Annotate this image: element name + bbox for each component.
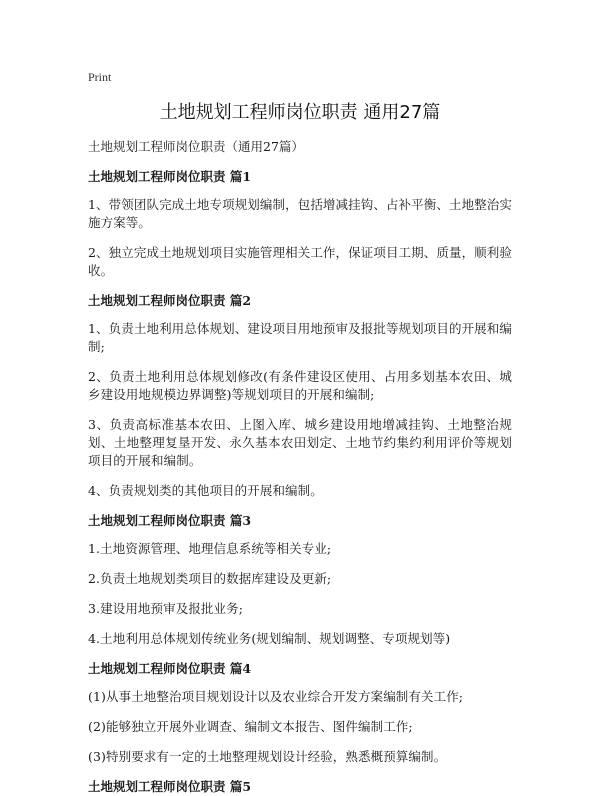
section-heading: 土地规划工程师岗位职责 篇3 — [88, 513, 252, 528]
paragraph: 2、负责土地利用总体规划修改(有条件建设区使用、占用多划基本农田、城乡建设用地规模边界调整)等规划项目的开展和编制; — [88, 369, 512, 402]
section-heading: 土地规划工程师岗位职责 篇5 — [88, 779, 252, 794]
section-1 — [88, 168, 512, 280]
paragraph: 3、负责高标准基本农田、上图入库、城乡建设用地增减挂钩、土地整治规划、土地整理复垦开发、永久基本农田划定、土地节约集约利用评价等规划项目的开展和编制。 — [88, 417, 512, 468]
paragraph: 1.土地资源管理、地理信息系统等相关专业; — [88, 541, 332, 556]
print-label[interactable]: Print — [88, 70, 112, 84]
paragraph: (2)能够独立开展外业调查、编制文本报告、图件编制工作; — [88, 719, 413, 734]
section-heading: 土地规划工程师岗位职责 篇1 — [88, 169, 252, 184]
section-5 — [88, 778, 512, 796]
paragraph: 1、负责土地利用总体规划、建设项目用地预审及报批等规划项目的开展和编制; — [88, 321, 512, 354]
section-4 — [88, 660, 512, 766]
paragraph: 4.土地利用总体规划传统业务(规划编制、规划调整、专项规划等) — [88, 631, 451, 646]
paragraph: 2、独立完成土地规划项目实施管理相关工作，保证项目工期、质量，顺利验收。 — [88, 245, 512, 278]
paragraph: (3)特别要求有一定的土地整理规划设计经验，熟悉概预算编制。 — [88, 749, 447, 764]
document-subtitle: 土地规划工程师岗位职责（通用27篇） — [88, 139, 304, 154]
paragraph: (1)从事土地整治项目规划设计以及农业综合开发方案编制有关工作; — [88, 689, 464, 704]
document-title: 土地规划工程师岗位职责 通用27篇 — [159, 102, 441, 123]
paragraph: 4、负责规划类的其他项目的开展和编制。 — [88, 483, 323, 498]
section-heading: 土地规划工程师岗位职责 篇2 — [88, 293, 252, 308]
section-heading: 土地规划工程师岗位职责 篇4 — [88, 661, 252, 676]
paragraph: 3.建设用地预审及报批业务; — [88, 601, 244, 616]
paragraph: 1、带领团队完成土地专项规划编制，包括增减挂钩、占补平衡、土地整治实施方案等。 — [88, 197, 512, 230]
paragraph: 2.负责土地规划类项目的数据库建设及更新; — [88, 571, 332, 586]
section-2 — [88, 292, 512, 500]
section-3 — [88, 512, 512, 648]
